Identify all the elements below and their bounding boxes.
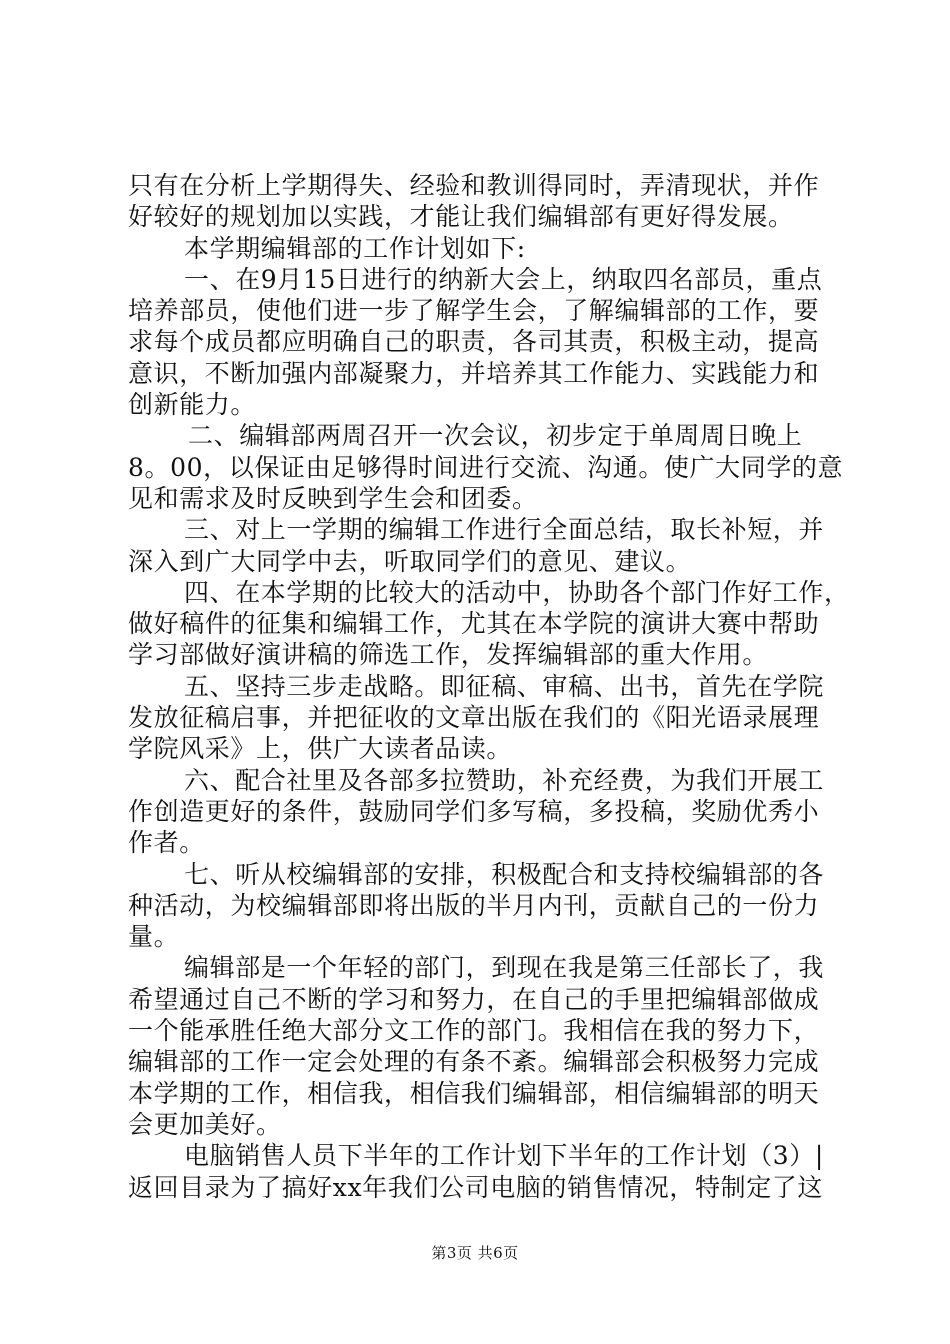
text-line: 培养部员，使他们进一步了解学生会，了解编辑部的工作，要 — [128, 296, 820, 326]
text-line: 创新能力。 — [128, 390, 257, 420]
text-line: 本学期的工作，相信我，相信我们编辑部，相信编辑部的明天 — [128, 1078, 820, 1108]
text-line: 六、配合社里及各部多拉赞助，补充经费，为我们开展工 — [184, 765, 825, 795]
text-line: 电脑销售人员下半年的工作计划下半年的工作计划（3）| — [184, 1141, 824, 1171]
text-line: 学习部做好演讲稿的筛选工作，发挥编辑部的重大作用。 — [128, 640, 769, 670]
text-line: 五、坚持三步走战略。即征稿、审稿、出书，首先在学院 — [184, 671, 825, 701]
text-line: 种活动，为校编辑部即将出版的半月内刊，贡献自己的一份力 — [128, 890, 820, 920]
text-line: 量。 — [128, 922, 180, 952]
text-line: 编辑部是一个年轻的部门，到现在我是第三任部长了，我 — [184, 953, 825, 983]
text-line: 七、听从校编辑部的安排，积极配合和支持校编辑部的各 — [184, 859, 825, 889]
text-line: 学院风采》上，供广大读者品读。 — [128, 734, 513, 764]
text-line: 一、在9月15日进行的纳新大会上，纳取四名部员，重点 — [184, 264, 823, 294]
text-line: 四、在本学期的比较大的活动中，协助各个部门作好工作， — [184, 577, 850, 607]
text-line: 本学期编辑部的工作计划如下: — [184, 233, 526, 263]
text-line: 8。00，以保证由足够得时间进行交流、沟通。使广大同学的意 — [128, 452, 844, 482]
text-line: 作者。 — [128, 828, 205, 858]
text-line: 会更加美好。 — [128, 1109, 282, 1139]
text-line: 希望通过自己不断的学习和努力，在自己的手里把编辑部做成 — [128, 984, 820, 1014]
text-line: 意识，不断加强内部凝聚力，并培养其工作能力、实践能力和 — [128, 358, 820, 388]
text-line: 返回目录为了搞好xx年我们公司电脑的销售情况，特制定了这 — [128, 1172, 824, 1202]
text-line: 编辑部的工作一定会处理的有条不紊。编辑部会积极努力完成 — [128, 1047, 820, 1077]
text-line: 只有在分析上学期得失、经验和教训得同时，弄清现状，并作 — [128, 171, 820, 200]
text-line: 好较好的规划加以实践，才能让我们编辑部有更好得发展。 — [128, 202, 794, 232]
text-line: 求每个成员都应明确自己的职责，各司其责，积极主动，提高 — [128, 327, 820, 357]
text-line: 深入到广大同学中去，听取同学们的意见、建议。 — [128, 546, 692, 576]
text-line: 作创造更好的条件，鼓励同学们多写稿，多投稿，奖励优秀小 — [128, 796, 820, 826]
document-body — [128, 170, 850, 1203]
text-line: 一个能承胜任绝大部分文工作的部门。我相信在我的努力下， — [128, 1016, 820, 1046]
text-line: 三、对上一学期的编辑工作进行全面总结，取长补短，并 — [184, 515, 825, 545]
text-line: 见和需求及时反映到学生会和团委。 — [128, 483, 538, 513]
text-line: 做好稿件的征集和编辑工作，尤其在本学院的演讲大赛中帮助 — [128, 609, 820, 639]
page-footer: 第3页 共6页 — [431, 1244, 519, 1262]
text-line: 二、编辑部两周召开一次会议，初步定于单周周日晚上 — [188, 421, 803, 451]
text-line: 发放征稿启事，并把征收的文章出版在我们的《阳光语录展理 — [128, 703, 820, 733]
